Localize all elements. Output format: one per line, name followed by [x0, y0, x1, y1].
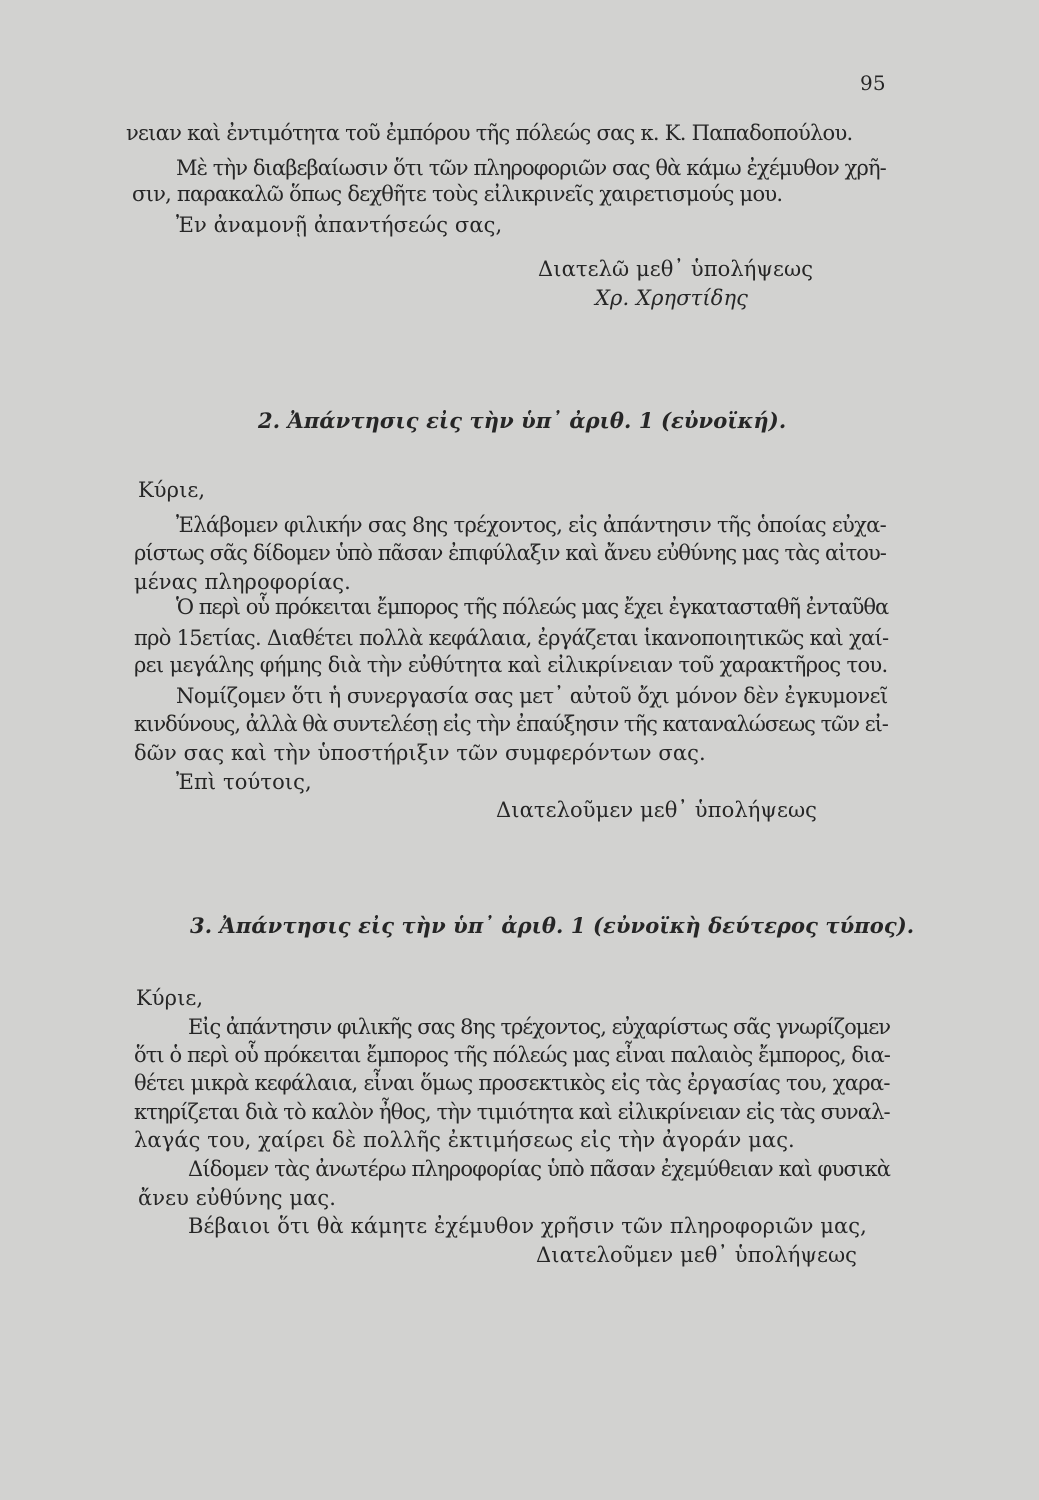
letter2-heading: 2. Ἀπάντησις εἰς τὴν ὑπ᾽ ἀριθ. 1 (εὐνοϊκή).	[258, 408, 787, 433]
letter2-line: κινδύνους, ἀλλὰ θὰ συντελέσῃ εἰς τὴν ἐπαύξησιν τῆς καταναλώσεως τῶν εἰ-	[134, 712, 888, 736]
letter1-line: σιν, παρακαλῶ ὅπως δεχθῆτε τοὺς εἰλικρινεῖς χαιρετισμούς μου.	[132, 182, 783, 206]
letter1-line: Μὲ τὴν διαβεβαίωσιν ὅτι τῶν πληροφοριῶν σας θὰ κάμω ἐχέμυθον χρῆ-	[176, 156, 886, 180]
letter3-line: Εἰς ἀπάντησιν φιλικῆς σας 8ης τρέχοντος, εὐχαρίστως σᾶς γνωρίζομεν	[188, 1015, 890, 1039]
letter3-line: λαγάς του, χαίρει δὲ πολλῆς ἐκτιμήσεως εἰς τὴν ἀγοράν μας.	[134, 1128, 795, 1152]
letter2-line: Ὁ περὶ οὗ πρόκειται ἔμπορος τῆς πόλεώς μας ἔχει ἐγκατασταθῆ ἐνταῦθα	[176, 595, 889, 619]
letter2-line: Νομίζομεν ὅτι ἡ συνεργασία σας μετ᾽ αὐτοῦ ὄχι μόνον δὲν ἐγκυμονεῖ	[176, 684, 888, 708]
letter1-line: Ἐν ἀναμονῇ ἀπαντήσεώς σας,	[176, 213, 503, 237]
letter2-line: Ἐπὶ τούτοις,	[176, 770, 312, 794]
letter1-signature: Χρ. Χρηστίδης	[595, 286, 748, 310]
letter3-heading: 3. Ἀπάντησις εἰς τὴν ὑπ᾽ ἀριθ. 1 (εὐνοϊκὴ δεύτερος τύπος).	[190, 913, 915, 938]
letter3-line: ὅτι ὁ περὶ οὗ πρόκειται ἔμπορος τῆς πόλεώς μας εἶναι παλαιὸς ἔμπορος, δια-	[134, 1043, 890, 1067]
letter3-line: ἄνευ εὐθύνης μας.	[138, 1186, 337, 1210]
letter3-line: κτηρίζεται διὰ τὸ καλὸν ἦθος, τὴν τιμιότητα καὶ εἰλικρίνειαν εἰς τὰς συναλ-	[134, 1100, 890, 1124]
letter2-salutation: Κύριε,	[138, 478, 206, 502]
letter2-line: ρει μεγάλης φήμης διὰ τὴν εὐθύτητα καὶ εἰλικρίνειαν τοῦ χαρακτῆρος του.	[134, 653, 888, 677]
letter3-salutation: Κύριε,	[136, 986, 204, 1010]
letter1-line: νειαν καὶ ἐντιμότητα τοῦ ἐμπόρου τῆς πόλεώς σας κ. Κ. Παπαδοπούλου.	[126, 121, 853, 145]
letter3-closing: Διατελοῦμεν μεθ᾽ ὑπολήψεως	[536, 1243, 858, 1267]
letter3-line: θέτει μικρὰ κεφάλαια, εἶναι ὅμως προσεκτικὸς εἰς τὰς ἐργασίας του, χαρα-	[134, 1071, 890, 1095]
page-number: 95	[860, 71, 886, 95]
letter1-closing: Διατελῶ μεθ᾽ ὑπολήψεως	[538, 257, 814, 281]
letter3-line: Βέβαιοι ὅτι θὰ κάμητε ἐχέμυθον χρῆσιν τῶν πληροφοριῶν μας,	[188, 1214, 867, 1238]
letter2-line: Ἐλάβομεν φιλικήν σας 8ης τρέχοντος, εἰς ἀπάντησιν τῆς ὁποίας εὐχα-	[176, 513, 886, 537]
letter2-line: ρίστως σᾶς δίδομεν ὑπὸ πᾶσαν ἐπιφύλαξιν καὶ ἄνευ εὐθύνης μας τὰς αἰτου-	[134, 541, 886, 565]
letter2-closing: Διατελοῦμεν μεθ᾽ ὑπολήψεως	[496, 798, 818, 822]
letter2-line: πρὸ 15ετίας. Διαθέτει πολλὰ κεφάλαια, ἐργάζεται ἱκανοποιητικῶς καὶ χαί-	[134, 626, 889, 650]
letter3-line: Δίδομεν τὰς ἀνωτέρω πληροφορίας ὑπὸ πᾶσαν ἐχεμύθειαν καὶ φυσικὰ	[188, 1157, 891, 1181]
letter2-line: δῶν σας καὶ τὴν ὑποστήριξιν τῶν συμφερόντων σας.	[134, 741, 706, 765]
letter2-line: μένας πληροφορίας.	[134, 570, 351, 594]
